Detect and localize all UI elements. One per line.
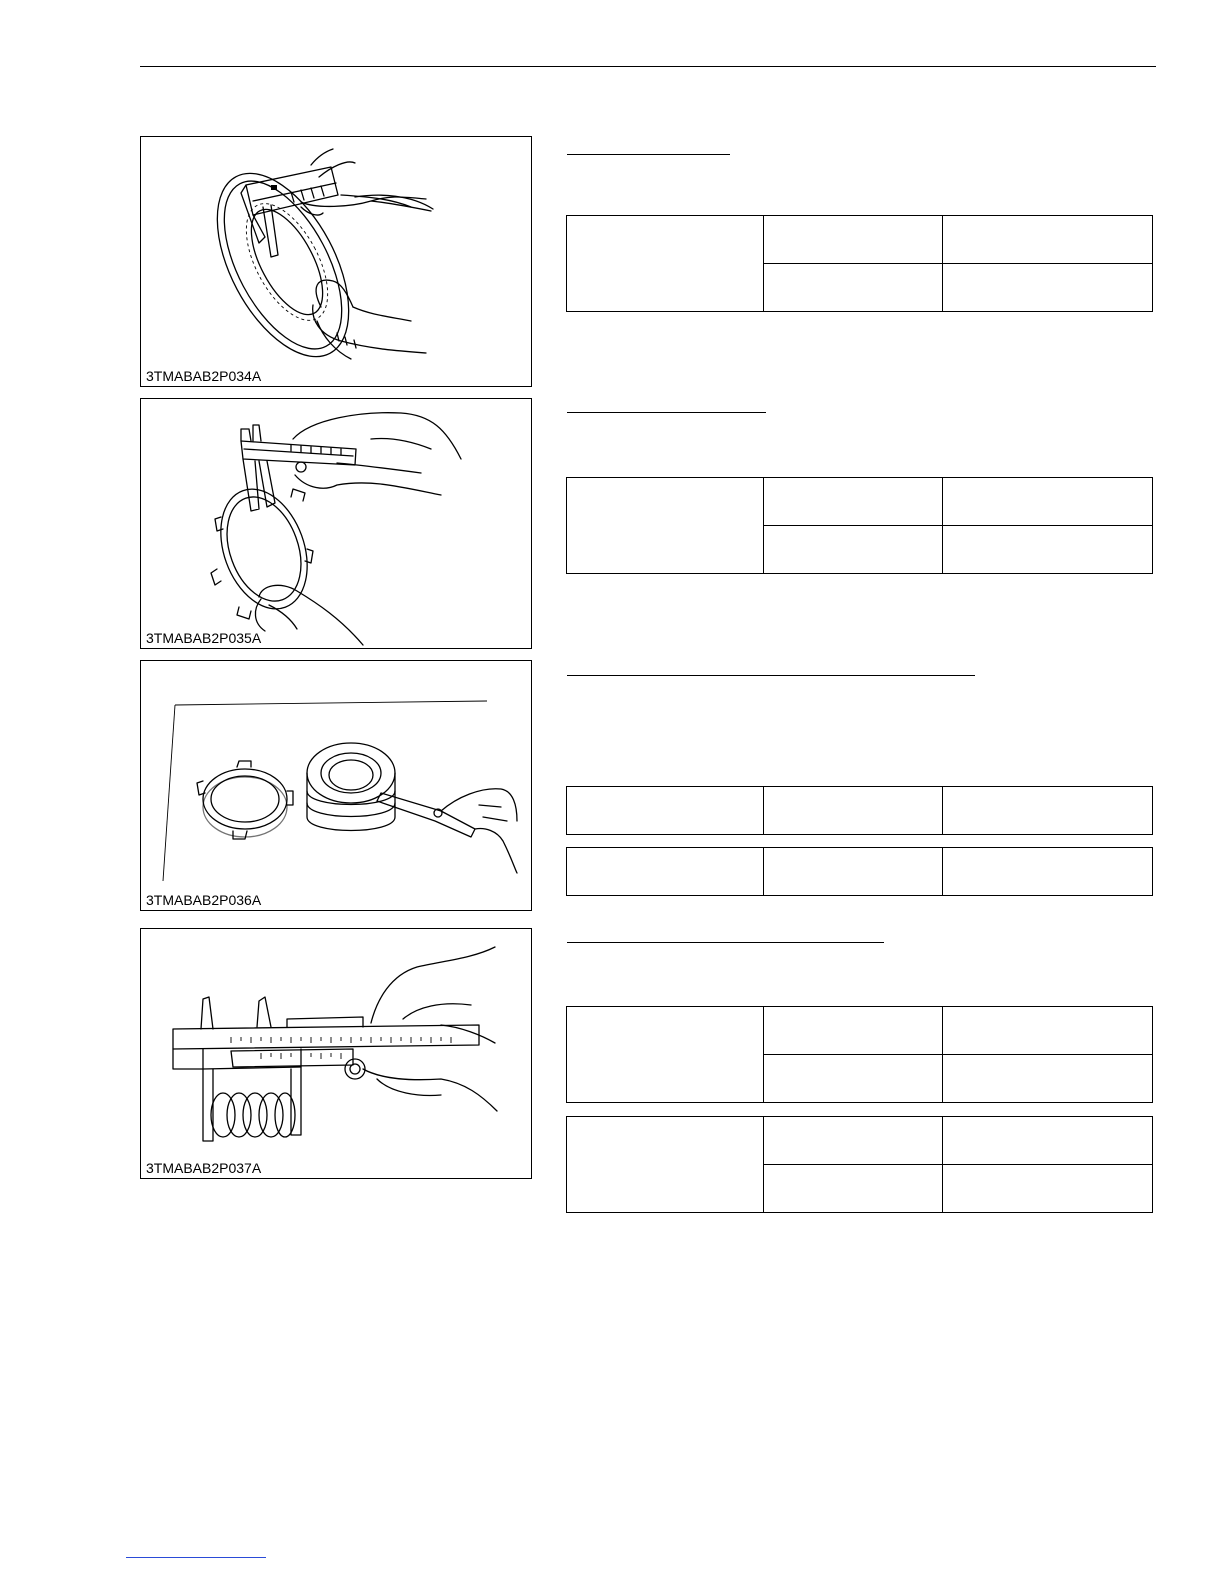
spec-cell (943, 1165, 1153, 1213)
section-title-rule-3 (567, 675, 975, 676)
spec-cell (764, 787, 943, 835)
spec-cell (764, 848, 943, 896)
spec-cell (764, 1055, 943, 1103)
figure-spring (140, 928, 532, 1179)
spec-cell (764, 1117, 943, 1165)
spec-cell (567, 478, 764, 574)
spec-cell (567, 1117, 764, 1213)
spec-cell (943, 848, 1153, 896)
spec-table-3b (566, 847, 1153, 896)
spec-table-3a (566, 786, 1153, 835)
section-title-rule-1 (567, 154, 730, 155)
spec-cell (764, 264, 943, 312)
spec-cell (764, 1007, 943, 1055)
feeler-gauge-clearance-icon (141, 661, 531, 910)
spec-cell (943, 1055, 1153, 1103)
caliper-spring-icon (141, 929, 531, 1178)
caliper-steel-plate-icon (141, 399, 531, 648)
caliper-clutch-disc-icon (141, 137, 531, 386)
spec-cell (567, 787, 764, 835)
spec-cell (943, 216, 1153, 264)
figure-caption: 3TMABAB2P034A (146, 368, 262, 384)
spec-cell (943, 1117, 1153, 1165)
figure-clearance (140, 660, 532, 911)
spec-cell (943, 526, 1153, 574)
spec-table-4b (566, 1116, 1153, 1213)
spec-cell (567, 848, 764, 896)
spec-cell (943, 787, 1153, 835)
spec-table-1 (566, 215, 1153, 312)
spec-cell (943, 478, 1153, 526)
spec-table-2 (566, 477, 1153, 574)
spec-table-4a (566, 1006, 1153, 1103)
footer-link-underline[interactable] (126, 1557, 266, 1558)
spec-cell (764, 478, 943, 526)
spec-cell (764, 526, 943, 574)
figure-clutch-disc (140, 136, 532, 387)
figure-caption: 3TMABAB2P037A (146, 1160, 262, 1176)
spec-cell (764, 1165, 943, 1213)
header-rule (140, 66, 1156, 67)
spec-cell (943, 1007, 1153, 1055)
figure-steel-plate (140, 398, 532, 649)
figure-caption: 3TMABAB2P035A (146, 630, 262, 646)
spec-cell (764, 216, 943, 264)
spec-cell (943, 264, 1153, 312)
figure-caption: 3TMABAB2P036A (146, 892, 262, 908)
section-title-rule-2 (567, 412, 766, 413)
section-title-rule-4 (567, 942, 884, 943)
spec-cell (567, 216, 764, 312)
spec-cell (567, 1007, 764, 1103)
